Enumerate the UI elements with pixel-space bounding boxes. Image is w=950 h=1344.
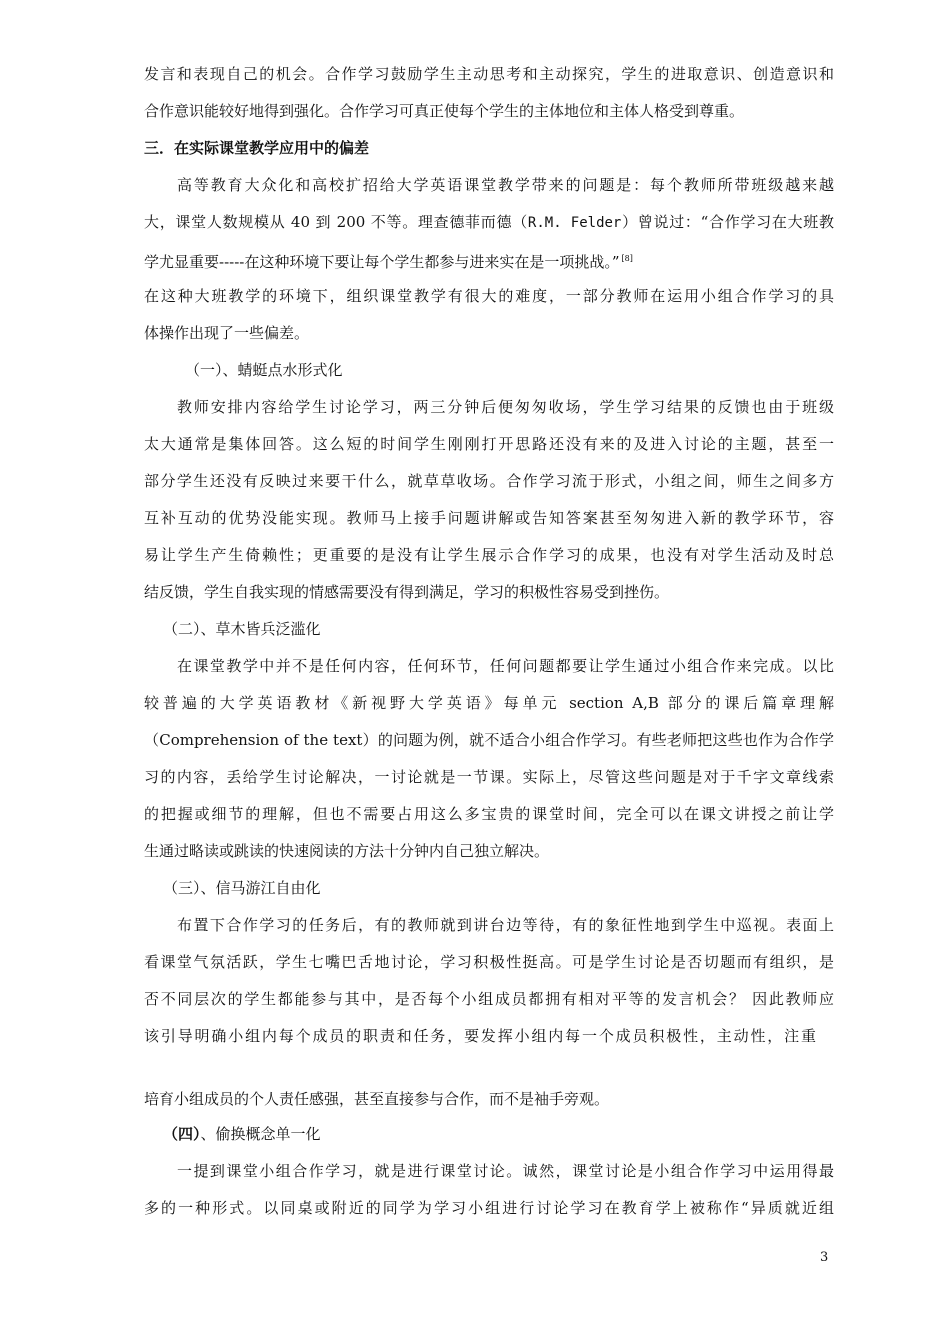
text-line: 多的一种形式。以同桌或附近的同学为学习小组进行讨论学习在教育学上被称作“异质就近组	[144, 1199, 834, 1217]
subsection-heading: （三）、信马游江自由化	[163, 879, 321, 897]
citation-ref: [8]	[621, 254, 633, 263]
text-line: 在课堂教学中并不是任何内容，任何环节，任何问题都要让学生通过小组合作来完成。以比	[177, 657, 834, 675]
text-line: （Comprehension of the text）的问题为例，就不适合小组合作学习。有些老师把这些也作为合作学	[144, 731, 834, 749]
text-line	[144, 212, 834, 233]
text-line: 该引导明确小组内每个成员的职责和任务，要发挥小组内每一个成员积极性，主动性，注重	[144, 1027, 816, 1045]
text-line: 在这种大班教学的环境下，组织课堂教学有很大的难度，一部分教师在运用小组合作学习的具	[144, 287, 834, 305]
text-line: 部分学生还没有反映过来要干什么，就草草收场。合作学习流于形式，小组之间，师生之间多方	[144, 472, 834, 490]
text-line: 太大通常是集体回答。这么短的时间学生刚刚打开思路还没有来的及进入讨论的主题，甚至一	[144, 435, 834, 453]
author-name: R.M. Felder	[527, 215, 622, 231]
text-line: 结反馈，学生自我实现的情感需要没有得到满足，学习的积极性容易受到挫伤。	[144, 583, 670, 601]
text-line: 看课堂气氛活跃，学生七嘴巴舌地讨论，学习积极性挺高。可是学生讨论是否切题而有组织，是	[144, 953, 834, 971]
text-line: 一提到课堂小组合作学习，就是进行课堂讨论。诚然，课堂讨论是小组合作学习中运用得最	[177, 1162, 834, 1180]
text-line: 合作意识能较好地得到强化。合作学习可真正使每个学生的主体地位和主体人格受到尊重。	[144, 102, 745, 120]
text-line: 易让学生产生倚赖性；更重要的是没有让学生展示合作学习的成果，也没有对学生活动及时总	[144, 546, 834, 564]
subsection-number: （四）	[163, 1125, 201, 1143]
text-line: 培育小组成员的个人责任感强，甚至直接参与合作，而不是袖手旁观。	[144, 1090, 610, 1108]
text-line: 高等教育大众化和高校扩招给大学英语课堂教学带来的问题是：每个教师所带班级越来越	[177, 176, 834, 194]
text-line: 教师安排内容给学生讨论学习，两三分钟后便匆匆收场，学生学习结果的反馈也由于班级	[177, 398, 834, 416]
text-span: ）曾说过：“合作学习在大班教	[621, 213, 835, 231]
text-line: 生通过略读或跳读的快速阅读的方法十分钟内自己独立解决。	[144, 842, 550, 860]
text-line	[144, 249, 834, 272]
text-line: 较普遍的大学英语教材《新视野大学英语》每单元 section A,B 部分的课后篇章理解	[144, 694, 834, 712]
subsection-heading: （二）、草木皆兵泛滥化	[163, 620, 321, 638]
text-line: 互补互动的优势没能实现。教师马上接手问题讲解或告知答案甚至匆匆进入新的教学环节，容	[144, 509, 834, 527]
text-line: 否不同层次的学生都能参与其中，是否每个小组成员都拥有相对平等的发言机会？ 因此教师应	[144, 990, 834, 1008]
page-number: 3	[820, 1250, 829, 1265]
text-line: 发言和表现自己的机会。合作学习鼓励学生主动思考和主动探究，学生的进取意识、创造意识和	[144, 65, 834, 83]
section-heading: 三．在实际课堂教学应用中的偏差	[144, 139, 370, 157]
text-span: 大，课堂人数规模从 40 到 200 不等。理查德菲而德（	[144, 213, 528, 231]
text-line: 布置下合作学习的任务后，有的教师就到讲台边等待，有的象征性地到学生中巡视。表面上	[177, 916, 834, 934]
text-line: 体操作出现了一些偏差。	[144, 324, 310, 342]
subsection-heading: （一）、蜻蜓点水形式化	[185, 361, 343, 379]
subsection-heading	[163, 1124, 853, 1144]
subsection-title: 、偷换概念单一化	[200, 1125, 321, 1143]
text-line: 习的内容，丢给学生讨论解决，一讨论就是一节课。实际上，尽管这些问题是对于千字文章线索	[144, 768, 834, 786]
text-span: 学尤显重要-----在这种环境下要让每个学生都参与进来实在是一项挑战。”	[144, 253, 620, 271]
text-line: 的把握或细节的理解，但也不需要占用这么多宝贵的课堂时间，完全可以在课文讲授之前让学	[144, 805, 834, 823]
